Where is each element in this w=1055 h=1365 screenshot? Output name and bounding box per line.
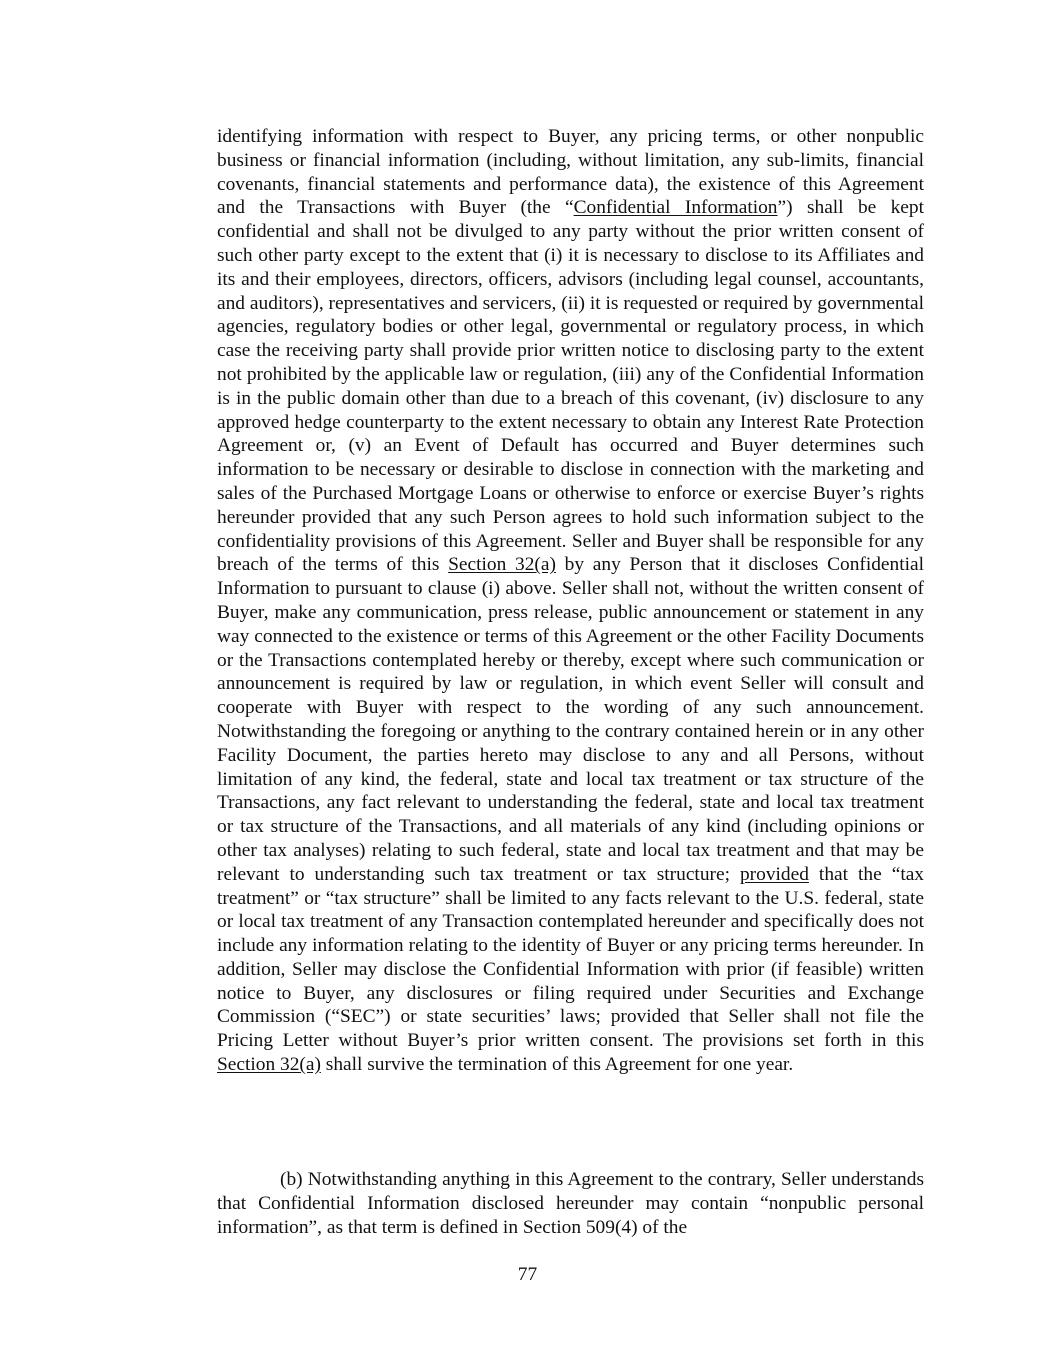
page-number: 77	[517, 1264, 538, 1285]
paragraph-confidentiality	[217, 125, 924, 1077]
section-reference: Section 32(a)	[448, 554, 556, 576]
paragraph-text: shall survive the termination of this Agreement for one year.	[320, 1054, 794, 1076]
section-reference: Section 32(a)	[217, 1054, 321, 1076]
paragraph-text: that the “tax treatment” or “tax structure” shall be limited to any facts relevant to the U.S. federal, state or local tax treatment of any Transaction contemplated hereunder and specifically does not include any information relating to the identity of Buyer or any pricing terms hereunder. In addition, Seller may disclose the Confidential Information with prior (if feasible) written notice to Buyer, any disclosures or filing required under Securities and Exchange Commission (“SEC”) or state securities’ laws; provided that Seller shall not file the Pricing Letter without Buyer’s prior written consent. The provisions set forth in this	[217, 863, 925, 1052]
paragraph-b: (b) Notwithstanding anything in this Agreement to the contrary, Seller understands that Confidential Information disclosed hereunder may contain “nonpublic personal information”, as that term is defined in Section 509(4) of the	[217, 1169, 924, 1238]
paragraph-text: by any Person that it discloses Confidential Information to pursuant to clause (i) above. Seller shall not, without the written consent of Buyer, make any communication, press release, public announcement or statement in any way connected to the existence or terms of this Agreement or the other Facility Documents or the Transactions contemplated hereby or thereby, except where such communication or announcement is required by law or regulation, in which event Seller will consult and cooperate with Buyer with respect to the wording of any such announcement. Notwithstanding the foregoing or anything to the contrary contained herein or in any other Facility Document, the parties hereto may disclose to any and all Persons, without limitation of any kind, the federal, state and local tax treatment or tax structure of the Transactions, any fact relevant to understanding the federal, state and local tax treatment or tax structure of the Transactions, and all materials of any kind (including opinions or other tax analyses) relating to such federal, state and local tax treatment and that may be relevant to understanding such tax treatment or tax structure;	[217, 554, 925, 885]
defined-term-confidential-information: Confidential Information	[573, 197, 778, 219]
defined-term-provided: provided	[739, 863, 809, 885]
paragraph-text: ”) shall be kept confidential and shall not be divulged to any party without the prior written consent of such other party except to the extent that (i) it is necessary to disclose to its Affiliates and its and their employees, directors, officers, advisors (including legal counsel, accountants, and auditors), representatives and servicers, (ii) it is requested or required by governmental agencies, regulatory bodies or other legal, governmental or regulatory process, in which case the receiving party shall provide prior written notice to disclosing party to the extent not prohibited by the applicable law or regulation, (iii) any of the Confidential Information is in the public domain other than due to a breach of this covenant, (iv) disclosure to any approved hedge counterparty to the extent necessary to obtain any Interest Rate Protection Agreement or, (v) an Event of Default has occurred and Buyer determines such information to be necessary or desirable to disclose in connection with the marketing and sales of the Purchased Mortgage Loans or otherwise to enforce or exercise Buyer’s rights hereunder provided that any such Person agrees to hold such information subject to the confidentiality provisions of this Agreement. Seller and Buyer shall be responsible for any breach of the terms of this	[217, 197, 925, 576]
paragraph-text: identifying information with respect to Buyer, any pricing terms, or other nonpublic business or financial information (including, without limitation, any sub-limits, financial covenants, financial statements and performance data), the existence of this Agreement and the Transactions with Buyer (the “	[217, 126, 924, 219]
